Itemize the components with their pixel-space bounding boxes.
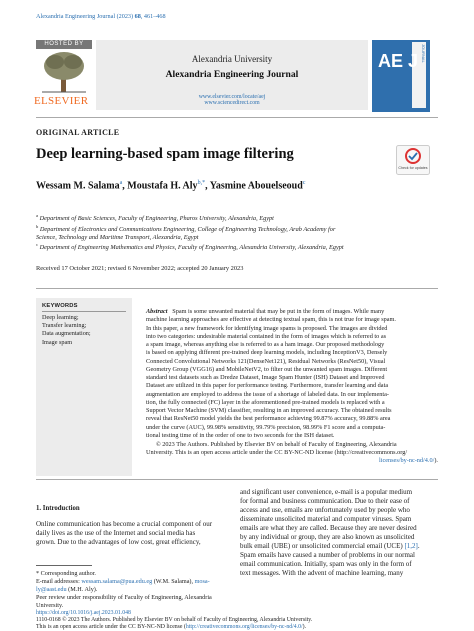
keyword-item: Image spam xyxy=(42,338,73,346)
footnote-emails-cont: ly@aast.edu (M.H. Aly). xyxy=(36,586,98,593)
footnote-divider xyxy=(36,565,92,566)
copyright-notice: © 2023 The Authors. Published by Elsevier BV on behalf of Faculty of Engineering, Alexandria University. This is an open access article under the CC BY-NC-ND license (http://creativecommons.org/ licenses/by-nc-nd/4.0/). xyxy=(146,441,438,465)
license-notice: This is an open access article under the CC BY-NC-ND license (http://creativecommons.org/licenses/by-nc-nd/4.0/). xyxy=(36,624,307,630)
author-affil-marker[interactable]: b,* xyxy=(197,180,206,186)
author-name: Wessam M. Salama xyxy=(36,180,120,192)
running-head[interactable]: Alexandria Engineering Journal (2023) 68, 461–468 xyxy=(36,13,166,20)
abstract-label: Abstract xyxy=(146,308,168,315)
author-name: Yasmine Abouelseoud xyxy=(209,180,303,192)
email-link[interactable]: wessam.salama@pua.edu.eg xyxy=(81,578,153,585)
check-for-updates-icon[interactable] xyxy=(396,145,430,175)
email-link[interactable]: mosa- xyxy=(194,578,210,585)
doi-link[interactable]: https://doi.org/10.1016/j.aej.2023.01.048 xyxy=(36,610,131,616)
journal-title: Alexandria Engineering Journal xyxy=(165,69,299,80)
journal-url-elsevier[interactable]: www.elsevier.com/locate/aej xyxy=(198,94,266,100)
section-divider xyxy=(36,288,438,289)
author-affil-marker[interactable]: c xyxy=(302,180,306,186)
author-list: Wessam M. Salama$^a$, Moustafa H. Aly$^{b,*}$, Yasmine Abouelseoud$^c$ xyxy=(36,180,306,192)
author-affil-marker[interactable]: a xyxy=(119,180,123,186)
affiliation: $^c$ Department of Engineering Mathematics and Physics, Faculty of Engineering, Alexandria University, Alexandria, Egypt xyxy=(36,242,344,252)
header-divider xyxy=(36,117,438,118)
cover-strip-text: JOURNAL xyxy=(421,44,426,63)
email-link[interactable]: ly@aast.edu xyxy=(36,586,67,593)
elsevier-wordmark[interactable]: ELSEVIER xyxy=(34,95,89,107)
keywords-list xyxy=(42,314,91,347)
paper-title: Deep learning-based spam image filtering xyxy=(36,146,294,162)
footnote-peer-review-cont: University. xyxy=(36,602,64,609)
check-updates-text: Check for updates xyxy=(398,166,428,170)
article-type: ORIGINAL ARTICLE xyxy=(36,128,120,137)
footnote-emails: E-mail addresses: wessam.salama@pua.edu.eg (W.M. Salama), mosa- xyxy=(36,578,210,585)
footnote-peer-review: Peer review under responsibility of Faculty of Engineering, Alexandria xyxy=(36,594,212,601)
intro-left-column: Online communication has become a crucial component of our daily lives as the use of the Internet and social media has grown. Due to the advantages of low cost, great efficiency, xyxy=(36,520,213,546)
license-link[interactable]: licenses/by-nc-nd/4.0/ xyxy=(378,457,435,465)
footnote-corresponding: * Corresponding author. xyxy=(36,570,96,577)
received-dates: Received 17 October 2021; revised 6 November 2022; accepted 20 January 2023 xyxy=(36,265,244,272)
keywords-heading: KEYWORDS xyxy=(42,303,78,309)
intro-right-column: and significant user convenience, e-mail is a popular medium for formal and business communication. Due to their ease of access and use, emails are unfortunately used by people who disseminate unsolicited material and computer viruses. Spam emails are what they are called. Because they are never desired by any individual or group, they are also known as unsolicited bulk email (UBE) or unsolicited commercial email (UCE) [1,2]. Spam emails have caused a number of problems in our normal email communication. Initially, spam was only in the form of text messages. With the advent of machine learning, many xyxy=(240,488,420,577)
journal-university: Alexandria University xyxy=(191,54,273,64)
affiliation: $^b$ Department of Electronics and Communications Engineering, College of Engineering Technology, Arab Academy for xyxy=(36,224,336,234)
keyword-item: Data augmentation; xyxy=(42,330,91,338)
section-divider xyxy=(36,479,438,480)
abstract: Abstract Spam is some unwanted material that may be put in the form of images. While many machine learning approaches are effective at detecting textual spam, this is not true for image spam. In this paper, a new framework for identifying image spams is proposed. The images are divided into two categories: undesirable material contained in the form of images which is referred to as a spam image, whereas anything else is referred to as a ham image. Our proposed methodology is based on applying different pre-trained deep learning models, including InceptionV3, Densely Connected Convolutional Networks 121(DenseNet121), Residual Networks (ResNet50), Visual Geometry Group (VGG16) and MobileNetV2, to filter out the unwanted spam images. Different standard test datasets such as Dredze Dataset, Image Spam Hunter (ISH) Dataset and Improved Dataset are utilized in this paper for performance testing. Furthermore, transfer learning and data augmentation are employed to address the issue of a shortage of labeled data. In our implementa- tion, the fully connected (FC) layer in the aforementioned pre-trained models is replaced with a Support Vector Machine (SVM) classifier, resulting in an improved accuracy. The obtained results reveal that ResNet50 model yields the best performance achieving 99.87% accuracy, 99.88% area under the curve (AUC), 99.98% sensitivity, 99.79% precision, 98.99% F1 score and a computa- tional testing time of in the order of one to two seconds for the ISH dataset. xyxy=(146,308,396,439)
citation-link[interactable]: [1,2] xyxy=(404,542,418,550)
affiliation: Science, Technology and Maritime Transport, Alexandria, Egypt xyxy=(36,234,199,242)
hosted-by-label: HOSTED BY xyxy=(36,40,92,49)
affiliation: $^a$ Department of Basic Sciences, Faculty of Engineering, Pharos University, Alexandria, Egypt xyxy=(36,213,274,223)
author-name: Moustafa H. Aly xyxy=(127,180,198,192)
section-heading-introduction: 1. Introduction xyxy=(36,505,80,512)
license-link[interactable]: http://creativecommons.org/licenses/by-nc-nd/4.0/ xyxy=(185,624,303,630)
keyword-item: Deep learning; xyxy=(42,314,79,321)
keyword-item: Transfer learning; xyxy=(42,322,87,330)
issn-notice: 1110-0168 © 2023 The Authors. Published by Elsevier BV on behalf of Faculty of Engineering, Alexandria University. xyxy=(36,617,313,623)
cover-logo-letters: AE J xyxy=(378,51,419,71)
elsevier-tree-logo-icon xyxy=(40,50,88,94)
journal-url-sciencedirect[interactable]: www.sciencedirect.com xyxy=(204,100,260,106)
keywords-divider xyxy=(42,311,126,312)
